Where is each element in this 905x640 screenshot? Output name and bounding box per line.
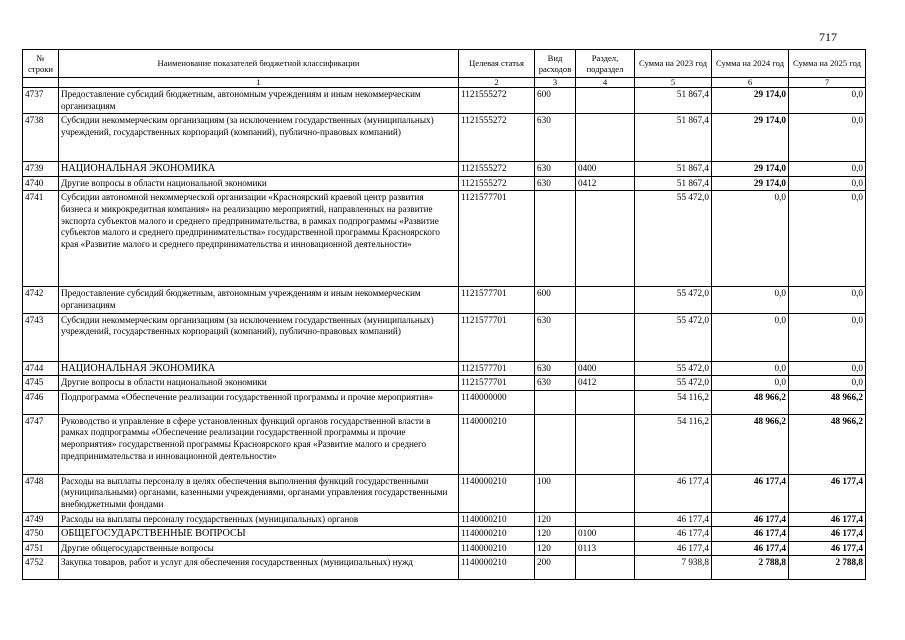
- row-section: [576, 390, 635, 414]
- column-number: 1: [59, 78, 459, 88]
- row-section: [576, 191, 635, 287]
- row-section: 0412: [576, 176, 635, 191]
- row-section: 0412: [576, 376, 635, 391]
- row-sum-2025: 0,0: [789, 361, 866, 376]
- table-body: [23, 88, 866, 580]
- row-name: Другие вопросы в области национальной экономики: [59, 376, 459, 391]
- row-sum-2025: 0,0: [789, 313, 866, 361]
- row-expense-type: 630: [535, 114, 576, 162]
- row-number: 4752: [23, 556, 59, 580]
- row-number: 4738: [23, 114, 59, 162]
- column-number-row: [23, 78, 866, 88]
- table-row: [23, 176, 866, 191]
- row-name: НАЦИОНАЛЬНАЯ ЭКОНОМИКА: [59, 162, 459, 177]
- row-name: Подпрограмма «Обеспечение реализации государственной программы и прочие мероприятия»: [59, 390, 459, 414]
- row-target-code: 1121555272: [459, 176, 535, 191]
- row-expense-type: 100: [535, 474, 576, 512]
- row-name: Субсидии автономной некоммерческой организации «Красноярский краевой центр развития бизнеса и микрокредитная компания» на реализацию мероприятий, направленных на развитие экспорта субъектов малого и среднего предпринимательства, в рамках подпрограммы «Развитие субъектов малого и среднего предпринимательства» государственной программы Красноярского края «Развитие малого и среднего предпринимательства и инновационной деятельности»: [59, 191, 459, 287]
- table-row: [23, 114, 866, 162]
- row-expense-type: [535, 414, 576, 474]
- row-number: 4747: [23, 414, 59, 474]
- row-name: Субсидии некоммерческим организациям (за исключением государственных (муниципальных) учреждений, государственных корпораций (компаний), публично-правовых компаний): [59, 313, 459, 361]
- row-sum-2024: 0,0: [712, 287, 789, 313]
- row-expense-type: 630: [535, 313, 576, 361]
- row-name: Другие общегосударственные вопросы: [59, 541, 459, 556]
- row-sum-2025: 0,0: [789, 176, 866, 191]
- row-section: 0400: [576, 361, 635, 376]
- table-row: [23, 527, 866, 542]
- column-number: 7: [789, 78, 866, 88]
- row-sum-2024: 0,0: [712, 376, 789, 391]
- row-number: 4741: [23, 191, 59, 287]
- row-section: 0100: [576, 527, 635, 542]
- row-section: [576, 474, 635, 512]
- row-sum-2023: 54 116,2: [635, 414, 712, 474]
- row-sum-2024: 46 177,4: [712, 541, 789, 556]
- row-sum-2025: 46 177,4: [789, 527, 866, 542]
- row-target-code: 1121577701: [459, 287, 535, 313]
- row-sum-2024: 2 788,8: [712, 556, 789, 580]
- row-expense-type: [535, 191, 576, 287]
- row-number: 4742: [23, 287, 59, 313]
- table-row: [23, 162, 866, 177]
- row-sum-2023: 46 177,4: [635, 512, 712, 527]
- row-sum-2024: 46 177,4: [712, 474, 789, 512]
- row-sum-2024: 46 177,4: [712, 512, 789, 527]
- row-sum-2023: 55 472,0: [635, 361, 712, 376]
- row-target-code: 1121577701: [459, 361, 535, 376]
- column-number: 3: [535, 78, 576, 88]
- row-expense-type: 120: [535, 527, 576, 542]
- row-target-code: 1121577701: [459, 313, 535, 361]
- row-name: Закупка товаров, работ и услуг для обеспечения государственных (муниципальных) нужд: [59, 556, 459, 580]
- row-expense-type: 120: [535, 512, 576, 527]
- row-sum-2023: 51 867,4: [635, 88, 712, 114]
- row-sum-2023: 51 867,4: [635, 162, 712, 177]
- row-number: 4739: [23, 162, 59, 177]
- row-sum-2024: 29 174,0: [712, 162, 789, 177]
- row-sum-2025: 0,0: [789, 114, 866, 162]
- header-section: Раздел, подраздел: [576, 50, 635, 78]
- row-number: 4750: [23, 527, 59, 542]
- row-number: 4743: [23, 313, 59, 361]
- row-expense-type: 600: [535, 88, 576, 114]
- row-target-code: 1121555272: [459, 162, 535, 177]
- row-sum-2024: 48 966,2: [712, 414, 789, 474]
- row-sum-2023: 46 177,4: [635, 541, 712, 556]
- row-section: 0400: [576, 162, 635, 177]
- row-number: 4751: [23, 541, 59, 556]
- budget-table: [22, 49, 866, 580]
- table-row: [23, 414, 866, 474]
- row-sum-2023: 54 116,2: [635, 390, 712, 414]
- row-sum-2024: 29 174,0: [712, 114, 789, 162]
- table-row: [23, 541, 866, 556]
- row-number: 4744: [23, 361, 59, 376]
- row-name: Предоставление субсидий бюджетным, автономным учреждениям и иным некоммерческим организациям: [59, 88, 459, 114]
- row-sum-2024: 0,0: [712, 313, 789, 361]
- row-section: [576, 88, 635, 114]
- row-sum-2023: 55 472,0: [635, 376, 712, 391]
- row-sum-2025: 2 788,8: [789, 556, 866, 580]
- row-sum-2024: 48 966,2: [712, 390, 789, 414]
- row-expense-type: 630: [535, 376, 576, 391]
- row-section: [576, 287, 635, 313]
- row-sum-2024: 29 174,0: [712, 176, 789, 191]
- table-row: [23, 287, 866, 313]
- row-sum-2025: 46 177,4: [789, 541, 866, 556]
- row-name: Руководство и управление в сфере установленных функций органов государственной власти в рамках подпрограммы «Обеспечение реализации государственной программы и прочие мероприятия» государственной программы Красноярского края «Развитие малого и среднего предпринимательства и инновационной деятельности»: [59, 414, 459, 474]
- row-target-code: 1121555272: [459, 88, 535, 114]
- row-name: Расходы на выплаты персоналу в целях обеспечения выполнения функций государственными (муниципальными) органами, казенными учреждениями, органами управления государственными внебюджетными фондами: [59, 474, 459, 512]
- table-row: [23, 556, 866, 580]
- row-sum-2025: 46 177,4: [789, 512, 866, 527]
- row-sum-2023: 55 472,0: [635, 287, 712, 313]
- row-sum-2025: 0,0: [789, 88, 866, 114]
- row-expense-type: 630: [535, 162, 576, 177]
- row-sum-2023: 51 867,4: [635, 176, 712, 191]
- table-row: [23, 313, 866, 361]
- row-target-code: 1140000210: [459, 527, 535, 542]
- table-row: [23, 512, 866, 527]
- row-expense-type: 120: [535, 541, 576, 556]
- row-section: [576, 114, 635, 162]
- row-sum-2023: 55 472,0: [635, 313, 712, 361]
- header-sum-2025: Сумма на 2025 год: [789, 50, 866, 78]
- row-sum-2023: 7 938,8: [635, 556, 712, 580]
- row-section: [576, 556, 635, 580]
- row-name: Расходы на выплаты персоналу государственных (муниципальных) органов: [59, 512, 459, 527]
- table-row: [23, 390, 866, 414]
- row-sum-2023: 46 177,4: [635, 474, 712, 512]
- row-sum-2023: 46 177,4: [635, 527, 712, 542]
- row-target-code: 1140000210: [459, 414, 535, 474]
- row-target-code: 1140000210: [459, 512, 535, 527]
- row-expense-type: 600: [535, 287, 576, 313]
- row-number: 4740: [23, 176, 59, 191]
- header-row-no: № строки: [23, 50, 59, 78]
- row-section: [576, 512, 635, 527]
- row-sum-2025: 46 177,4: [789, 474, 866, 512]
- row-target-code: 1140000210: [459, 541, 535, 556]
- table-row: [23, 88, 866, 114]
- row-number: 4749: [23, 512, 59, 527]
- row-sum-2023: 55 472,0: [635, 191, 712, 287]
- row-section: 0113: [576, 541, 635, 556]
- row-number: 4746: [23, 390, 59, 414]
- row-sum-2025: 0,0: [789, 287, 866, 313]
- column-number: 4: [576, 78, 635, 88]
- header-name: Наименование показателей бюджетной классификации: [59, 50, 459, 78]
- row-section: [576, 414, 635, 474]
- row-number: 4748: [23, 474, 59, 512]
- row-sum-2025: 0,0: [789, 376, 866, 391]
- row-expense-type: [535, 390, 576, 414]
- column-number: 5: [635, 78, 712, 88]
- row-sum-2024: 46 177,4: [712, 527, 789, 542]
- header-sum-2023: Сумма на 2023 год: [635, 50, 712, 78]
- table-row: [23, 474, 866, 512]
- row-expense-type: 630: [535, 361, 576, 376]
- row-sum-2024: 0,0: [712, 191, 789, 287]
- header-expense: Вид расходов: [535, 50, 576, 78]
- row-sum-2025: 48 966,2: [789, 414, 866, 474]
- row-target-code: 1121577701: [459, 376, 535, 391]
- header-row: [23, 50, 866, 78]
- row-target-code: 1140000000: [459, 390, 535, 414]
- table-row: [23, 376, 866, 391]
- row-name: Предоставление субсидий бюджетным, автономным учреждениям и иным некоммерческим организациям: [59, 287, 459, 313]
- row-number: 4745: [23, 376, 59, 391]
- row-sum-2025: 0,0: [789, 162, 866, 177]
- row-sum-2025: 48 966,2: [789, 390, 866, 414]
- row-name: ОБЩЕГОСУДАРСТВЕННЫЕ ВОПРОСЫ: [59, 527, 459, 542]
- header-target: Целевая статья: [459, 50, 535, 78]
- row-name: Субсидии некоммерческим организациям (за исключением государственных (муниципальных) учреждений, государственных корпораций (компаний), публично-правовых компаний): [59, 114, 459, 162]
- column-number: 6: [712, 78, 789, 88]
- row-number: 4737: [23, 88, 59, 114]
- header-sum-2024: Сумма на 2024 год: [712, 50, 789, 78]
- row-target-code: 1121577701: [459, 191, 535, 287]
- row-expense-type: 630: [535, 176, 576, 191]
- row-target-code: 1140000210: [459, 474, 535, 512]
- row-sum-2025: 0,0: [789, 191, 866, 287]
- table-row: [23, 361, 866, 376]
- row-sum-2024: 29 174,0: [712, 88, 789, 114]
- column-number-blank: [23, 78, 59, 88]
- row-name: НАЦИОНАЛЬНАЯ ЭКОНОМИКА: [59, 361, 459, 376]
- row-expense-type: 200: [535, 556, 576, 580]
- column-number: 2: [459, 78, 535, 88]
- table-row: [23, 191, 866, 287]
- page-number: 717: [819, 30, 837, 44]
- row-section: [576, 313, 635, 361]
- row-target-code: 1121555272: [459, 114, 535, 162]
- row-name: Другие вопросы в области национальной экономики: [59, 176, 459, 191]
- row-sum-2024: 0,0: [712, 361, 789, 376]
- row-sum-2023: 51 867,4: [635, 114, 712, 162]
- row-target-code: 1140000210: [459, 556, 535, 580]
